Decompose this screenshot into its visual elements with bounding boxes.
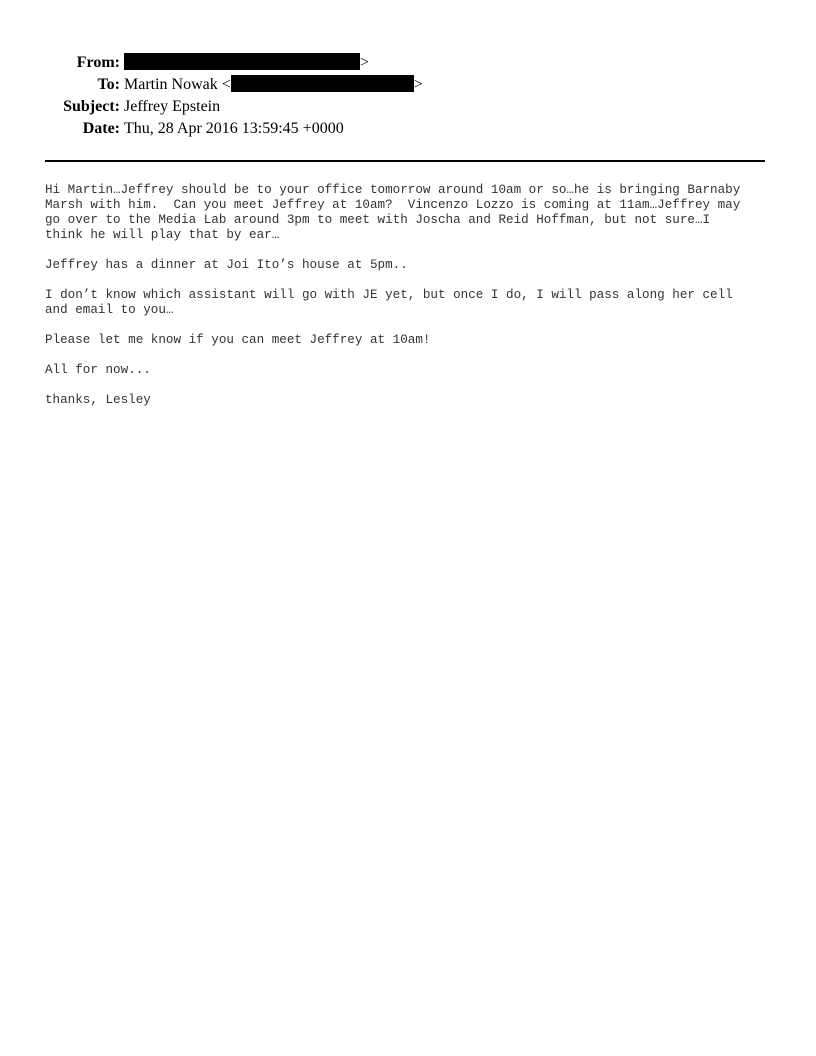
- to-value-prefix: Martin Nowak <: [124, 76, 231, 93]
- email-header: [0, 52, 816, 140]
- from-value-suffix: >: [360, 54, 370, 71]
- from-label: From:: [76, 54, 120, 71]
- subject-row: [0, 96, 816, 118]
- to-label: To:: [97, 76, 120, 93]
- redaction-block: [231, 75, 414, 92]
- redaction-block: [124, 53, 360, 70]
- date-value: Thu, 28 Apr 2016 13:59:45 +0000: [124, 120, 344, 137]
- body-paragraph: Please let me know if you can meet Jeffrey at 10am!: [45, 333, 431, 347]
- body-paragraph: thanks, Lesley: [45, 393, 151, 407]
- from-row: [0, 52, 816, 74]
- to-row: [0, 74, 816, 96]
- from-value: [124, 52, 369, 74]
- body-paragraph: Hi Martin…Jeffrey should be to your office tomorrow around 10am or so…he is bringing Barnaby Marsh with him. Can you meet Jeffrey at 10am? Vincenzo Lozzo is coming at 11am…Jeffrey may go over to the Media Lab around 3pm to meet with Joscha and Reid Hoffman, but not sure…I think he will play that by ear…: [45, 183, 741, 242]
- body-paragraph: I don’t know which assistant will go with JE yet, but once I do, I will pass along her cell and email to you…: [45, 288, 733, 317]
- body-paragraph: All for now...: [45, 363, 151, 377]
- email-body: [45, 183, 770, 423]
- date-row: [0, 118, 816, 140]
- date-label: Date:: [82, 120, 120, 137]
- to-value: [124, 74, 423, 96]
- to-value-suffix: >: [413, 76, 423, 93]
- subject-value: Jeffrey Epstein: [124, 98, 221, 115]
- header-divider: [45, 160, 765, 162]
- body-paragraph: Jeffrey has a dinner at Joi Ito’s house at 5pm..: [45, 258, 408, 272]
- subject-label: Subject:: [63, 98, 120, 115]
